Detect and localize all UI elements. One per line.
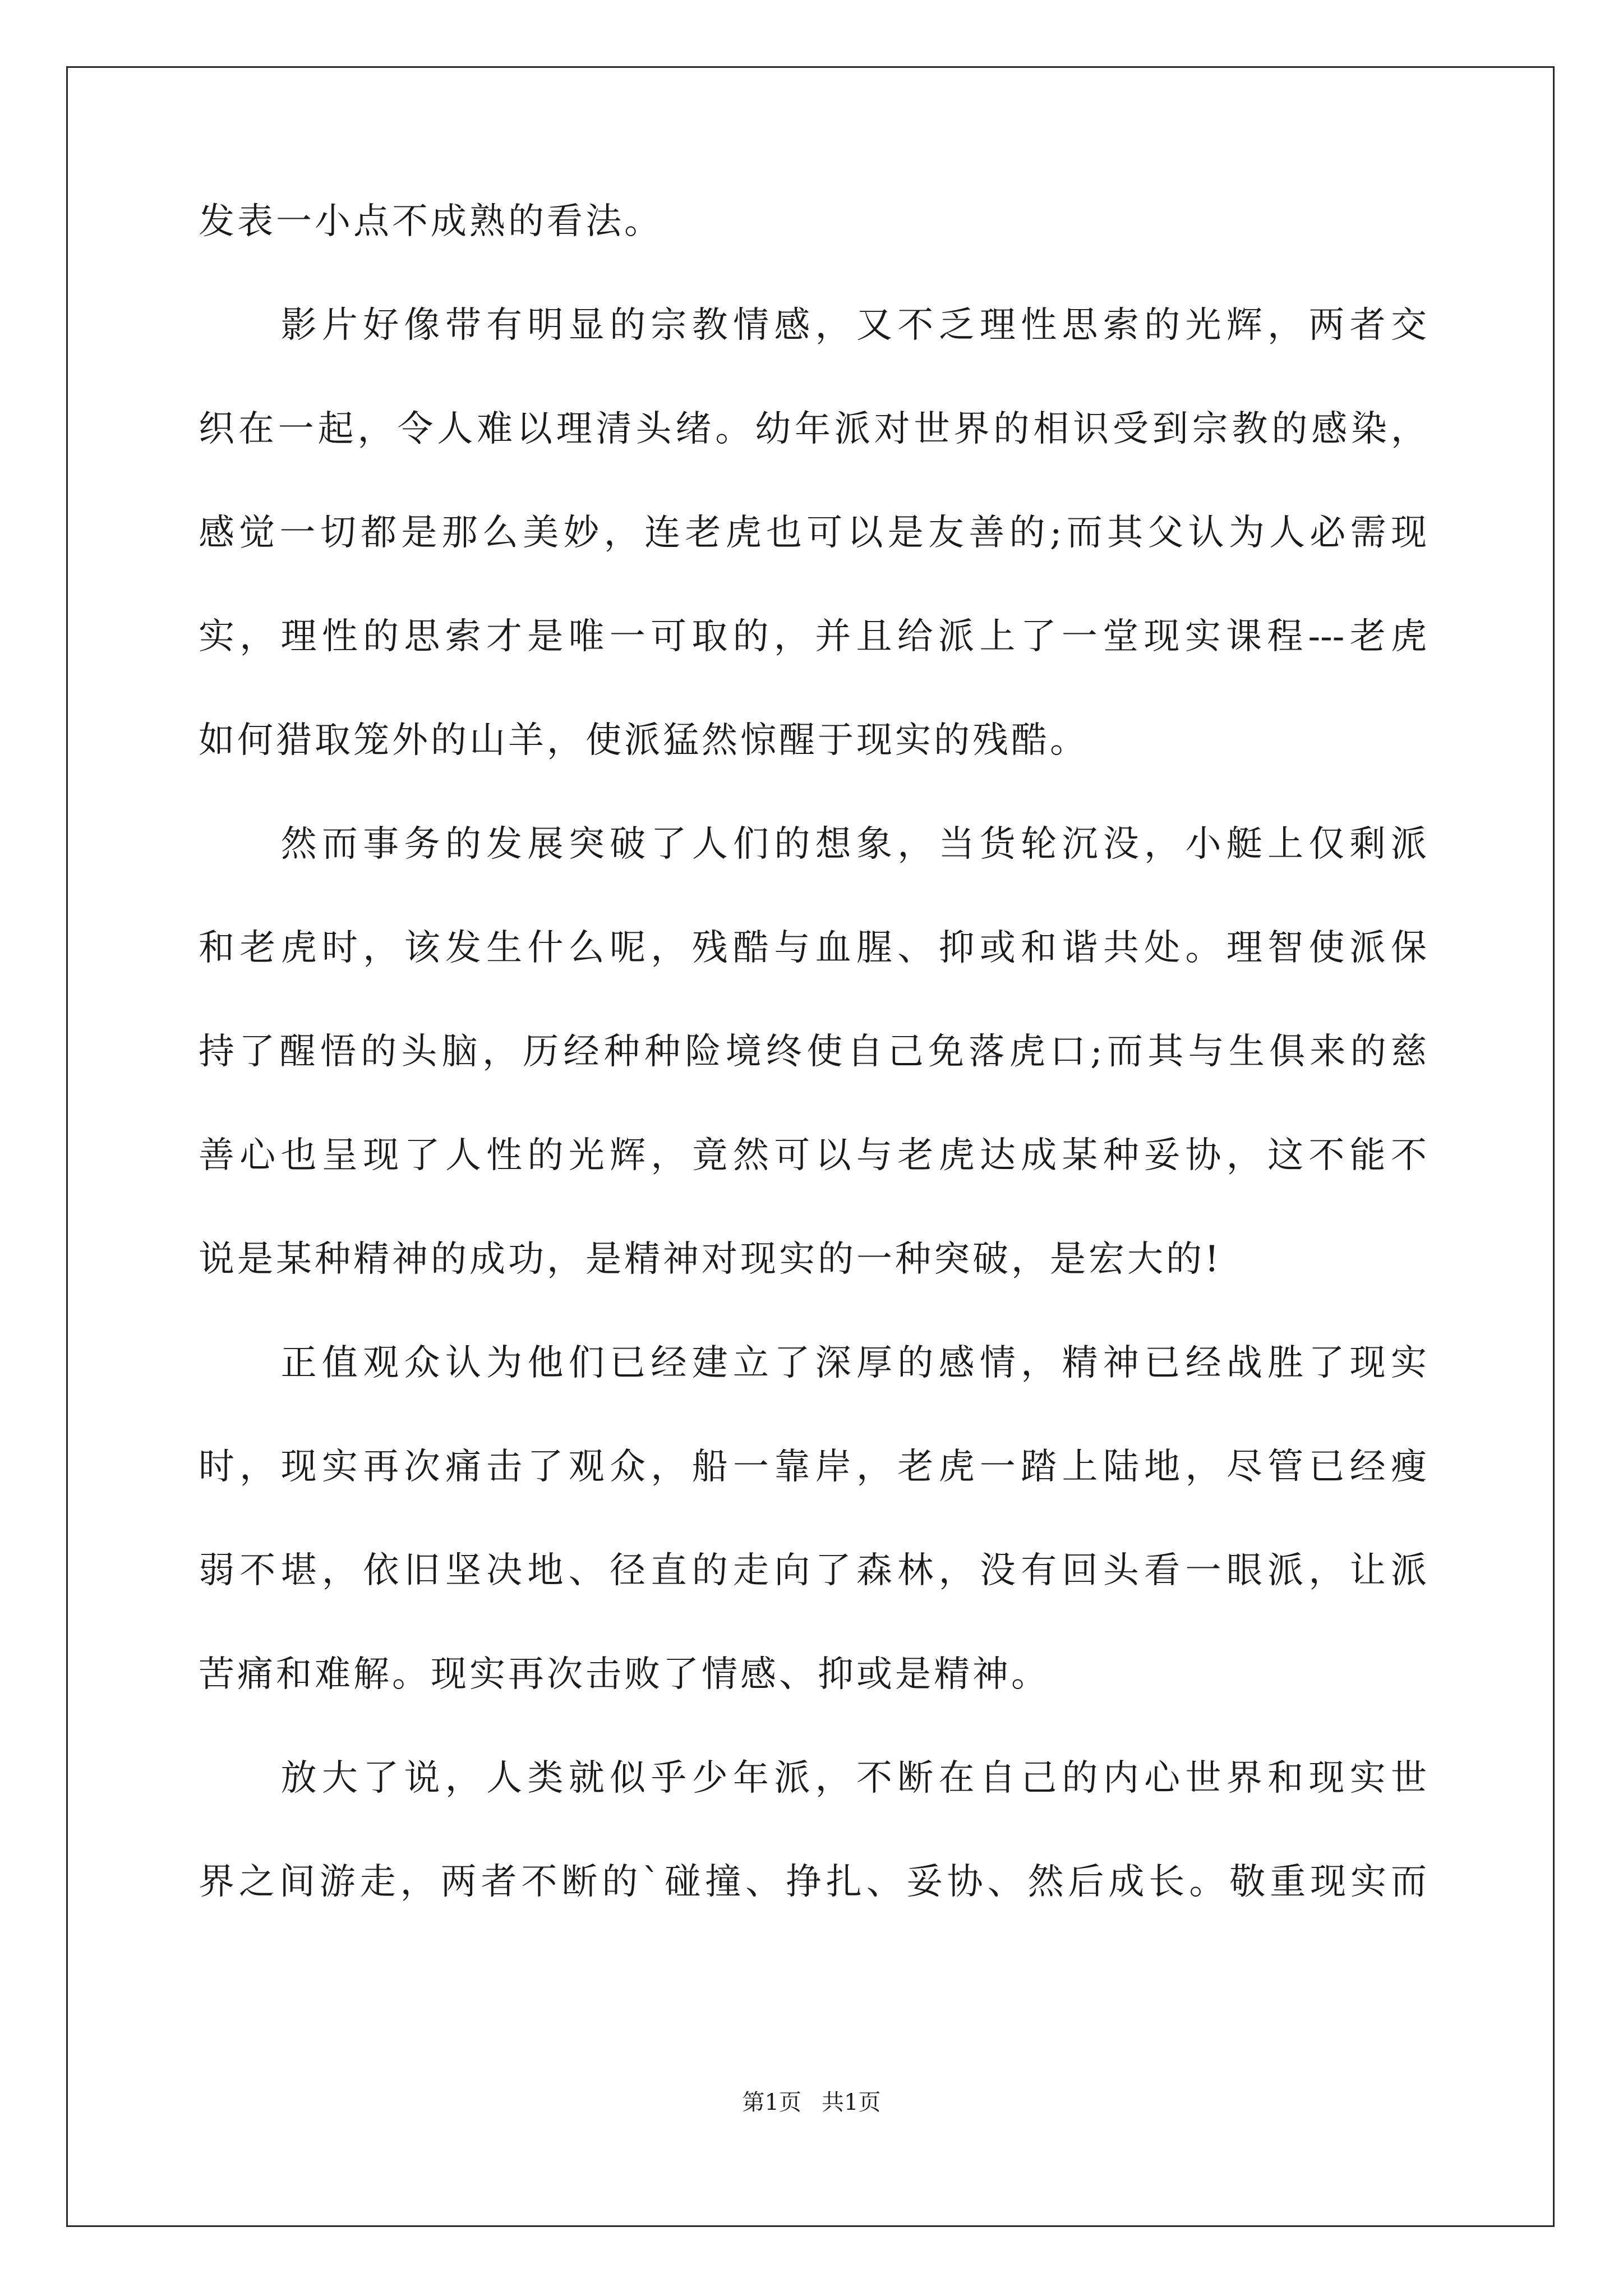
text-line: 如何猎取笼外的山羊，使派猛然惊醒于现实的残酷。 [199, 720, 1089, 761]
page-total: 共1页 [822, 2090, 881, 2115]
page-number: 第1页 [742, 2090, 801, 2115]
text-line: 时，现实再次痛击了观众，船一靠岸，老虎一踏上陆地，尽管已经瘦 [199, 1446, 1427, 1488]
text-line: 说是某种精神的成功，是精神对现实的一种突破，是宏大的! [199, 1239, 1222, 1280]
text-line: 感觉一切都是那么美妙，连老虎也可以是友善的;而其父认为人必需现 [199, 512, 1427, 554]
text-line: 影片好像带有明显的宗教情感，又不乏理性思索的光辉，两者交 [199, 305, 1427, 346]
text-line: 然而事务的发展突破了人们的想象，当货轮沉没，小艇上仅剩派 [199, 823, 1427, 865]
page-footer [0, 2086, 1623, 2119]
text-line: 织在一起，令人难以理清头绪。幼年派对世界的相识受到宗教的感染， [199, 408, 1427, 450]
text-line: 苦痛和难解。现实再次击败了情感、抑或是精神。 [199, 1654, 1050, 1695]
text-line: 正值观众认为他们已经建立了深厚的感情，精神已经战胜了现实 [199, 1342, 1427, 1384]
text-line: 放大了说，人类就似乎少年派，不断在自己的内心世界和现实世 [199, 1757, 1427, 1799]
text-line: 持了醒悟的头脑，历经种种险境终使自己免落虎口;而其与生俱来的慈 [199, 1031, 1427, 1073]
text-line: 实，理性的思索才是唯一可取的，并且给派上了一堂现实课程---老虎 [199, 616, 1427, 657]
text-line: 弱不堪，依旧坚决地、径直的走向了森林，没有回头看一眼派，让派 [199, 1550, 1427, 1591]
text-line: 界之间游走，两者不断的`碰撞、挣扎、妥协、然后成长。敬重现实而 [199, 1861, 1427, 1903]
text-line: 善心也呈现了人性的光辉，竟然可以与老虎达成某种妥协，这不能不 [199, 1135, 1427, 1176]
text-line: 和老虎时，该发生什么呢，残酷与血腥、抑或和谐共处。理智使派保 [199, 927, 1427, 969]
text-line: 发表一小点不成熟的看法。 [199, 201, 663, 242]
